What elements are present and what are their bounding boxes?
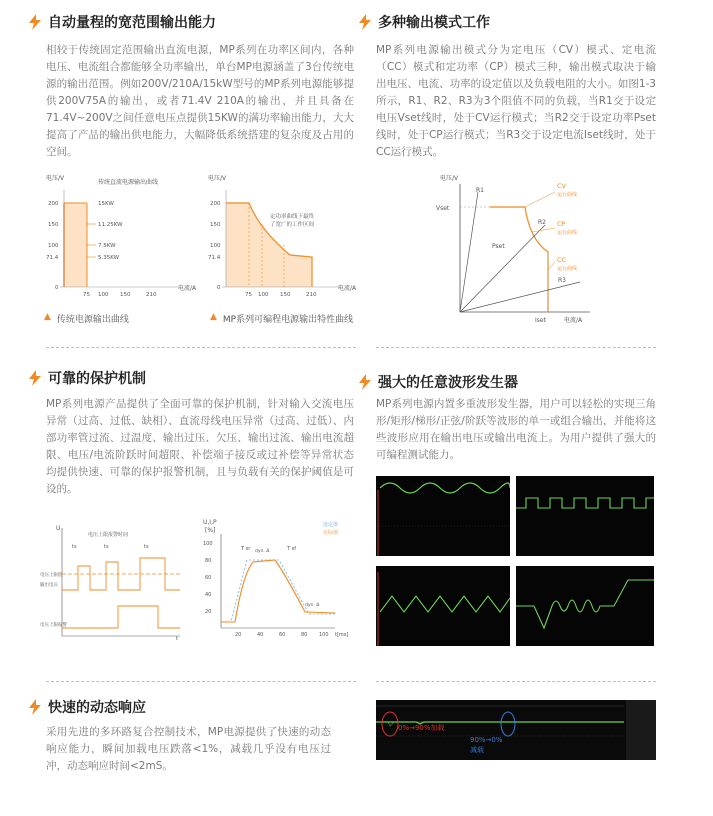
svg-text:R3: R3 xyxy=(558,277,566,284)
svg-text:运行曲线: 运行曲线 xyxy=(557,230,578,236)
svg-text:80: 80 xyxy=(205,558,212,564)
mp-output-chart xyxy=(200,170,360,330)
svg-text:11.25KW: 11.25KW xyxy=(98,222,123,228)
section-title-dynamic-response: 快速的动态响应 xyxy=(28,697,146,717)
svg-text:15KW: 15KW xyxy=(98,201,114,207)
protection-timing-chart xyxy=(40,518,190,643)
svg-text:R2: R2 xyxy=(538,219,546,226)
svg-text:减载: 减载 xyxy=(470,746,484,754)
divider xyxy=(46,347,356,348)
svg-text:60: 60 xyxy=(205,575,212,581)
svg-text:150: 150 xyxy=(48,222,59,228)
svg-text:0%→90%加载: 0%→90%加载 xyxy=(398,724,445,732)
svg-text:T sr: T sr xyxy=(241,546,251,552)
svg-text:90%→0%: 90%→0% xyxy=(470,736,503,744)
triangle-icon: ▲ xyxy=(210,312,217,322)
svg-text:80: 80 xyxy=(301,632,308,638)
svg-text:Pset: Pset xyxy=(492,243,505,250)
svg-text:210: 210 xyxy=(146,292,157,298)
svg-text:210: 210 xyxy=(306,292,317,298)
section-title-protection: 可靠的保护机制 xyxy=(28,368,146,388)
svg-text:实际值: 实际值 xyxy=(323,530,339,536)
svg-text:电压上限报警: 电压上限报警 xyxy=(40,623,67,628)
svg-text:Iset: Iset xyxy=(535,317,546,324)
svg-text:R1: R1 xyxy=(476,187,484,194)
divider xyxy=(376,347,656,348)
protection-paragraph: MP系列电源产品提供了全面可靠的保护机制，针对输入交流电压异常（过高、过低、缺相）、直流母线电压异常（过高、过低）、内部功率管过流、过温度、输出过压、欠压、输出过流、输出电流超限、电压/电流阶跃时间超限、补偿端子接反或过补偿等异常状态均提供快速、可靠的保护报警机制，且与负载有关的保护阈值是可设的。 xyxy=(46,398,354,495)
svg-text:传统直流电源输出曲线: 传统直流电源输出曲线 xyxy=(98,179,159,186)
wide-range-paragraph: 相较于传统固定范围输出直流电源，MP系列在功率区间内，各种电压、电流组合都能够全功率输出，单台MP电源涵盖了3台传统电源的输出范围。例如200V/210A/15kW型号的MP系列电源能够提供200V75A的输出，或者71.4V 210A的输出，并且具备在71.4V~200V之间任意电压点提供15KW的满功率输出能力，大大提高了产品的输出供电能力，大幅降低系统搭建的复杂度及占用的空间。 xyxy=(46,44,354,158)
lightning-icon xyxy=(28,14,42,30)
svg-text:40: 40 xyxy=(205,592,212,598)
svg-text:输出电压: 输出电压 xyxy=(40,583,58,588)
svg-text:t[ms]: t[ms] xyxy=(335,632,349,638)
svg-text:Vset: Vset xyxy=(436,205,450,212)
svg-text:电压/V: 电压/V xyxy=(440,175,459,182)
svg-text:设定值: 设定值 xyxy=(323,522,339,528)
triangle-waveform-screen xyxy=(376,566,510,646)
svg-text:[%]: [%] xyxy=(205,527,216,534)
svg-text:150: 150 xyxy=(120,292,131,298)
svg-text:5.35KW: 5.35KW xyxy=(98,255,120,261)
triangle-icon: ▲ xyxy=(44,312,51,322)
output-modes-paragraph: MP系列电源输出模式分为定电压（CV）模式、定电流（CC）模式和定功率（CP）模式三种，输出模式取决于输出电压、电流、功率的设定值以及负载电阻的大小。如图1-3所示，R1、R2、R3为3个阻值不同的负载，当R1交于设定电压Vset线时，处于CV运行模式；当R2交于设定功率Pset线时，处于CP运行模式；当R3交于设定电流Iset线时，处于CC运行模式。 xyxy=(376,44,656,158)
traditional-chart-caption: ▲ 传统电源输出曲线 xyxy=(44,312,129,325)
section-title-output-modes: 多种输出模式工作 xyxy=(358,12,490,32)
svg-text:200: 200 xyxy=(210,201,221,207)
svg-text:100: 100 xyxy=(98,292,109,298)
combined-waveform-screen xyxy=(516,566,654,646)
square-waveform-screen xyxy=(516,476,654,556)
svg-text:100: 100 xyxy=(319,632,329,638)
lightning-icon xyxy=(28,699,42,715)
waveform-paragraph: MP系列电源内置多重波形发生器，用户可以轻松的实现三角形/矩形/梯形/正弦/阶跃等波形的单一或组合输出，并能将这些波形应用在输出电压或输出电流上。为用户提供了强大的可编程测试能力。 xyxy=(376,398,656,461)
svg-text:CC: CC xyxy=(557,256,567,264)
svg-text:电压上限报警时间: 电压上限报警时间 xyxy=(88,532,129,538)
svg-text:定功率曲线下最终: 定功率曲线下最终 xyxy=(270,214,315,220)
svg-text:60: 60 xyxy=(279,632,286,638)
svg-text:75: 75 xyxy=(245,292,252,298)
section-title-waveform: 强大的任意波形发生器 xyxy=(358,372,518,392)
divider xyxy=(376,681,656,682)
svg-text:100: 100 xyxy=(210,243,221,249)
svg-text:运行曲线: 运行曲线 xyxy=(557,266,578,272)
lightning-icon xyxy=(358,374,372,390)
svg-text:T sf: T sf xyxy=(287,546,297,552)
svg-text:电压上限值: 电压上限值 xyxy=(40,573,63,578)
svg-text:电压/V: 电压/V xyxy=(208,175,227,182)
svg-text:0: 0 xyxy=(217,285,221,291)
svg-text:ts: ts xyxy=(72,544,77,550)
svg-text:电流/A: 电流/A xyxy=(564,317,583,324)
svg-text:150: 150 xyxy=(210,222,221,228)
svg-text:20: 20 xyxy=(235,632,242,638)
mp-chart-caption: ▲ MP系列可编程电源输出特性曲线 xyxy=(210,312,354,325)
lightning-icon xyxy=(358,14,372,30)
output-mode-chart xyxy=(430,170,610,330)
svg-text:150: 150 xyxy=(280,292,291,298)
svg-text:dyn. Δ: dyn. Δ xyxy=(255,549,270,554)
dynamic-response-scope xyxy=(376,700,656,760)
svg-text:电压/V: 电压/V xyxy=(46,175,65,182)
svg-text:20: 20 xyxy=(205,609,212,615)
svg-text:电流/A: 电流/A xyxy=(338,285,357,292)
dynamic-response-paragraph: 采用先进的多环路复合控制技术，MP电源提供了快速的动态响应能力，瞬间加载电压跌落<1%，减载几乎没有电压过冲，动态响应时间<2mS。 xyxy=(46,726,331,772)
svg-text:电流/A: 电流/A xyxy=(178,285,197,292)
svg-text:ts: ts xyxy=(144,544,149,550)
svg-text:0: 0 xyxy=(55,285,59,291)
svg-text:U: U xyxy=(56,525,61,532)
svg-text:CP: CP xyxy=(557,220,566,228)
svg-text:t: t xyxy=(176,636,178,642)
traditional-output-chart xyxy=(38,170,198,330)
lightning-icon xyxy=(28,370,42,386)
divider xyxy=(46,681,356,682)
svg-text:100: 100 xyxy=(48,243,59,249)
svg-text:100: 100 xyxy=(203,541,213,547)
svg-text:运行曲线: 运行曲线 xyxy=(557,192,578,198)
svg-text:ts: ts xyxy=(104,544,109,550)
svg-text:CV: CV xyxy=(557,182,566,190)
svg-text:71.4: 71.4 xyxy=(46,255,59,261)
section-title-wide-range: 自动量程的宽范围输出能力 xyxy=(28,12,216,32)
sine-waveform-screen xyxy=(376,476,510,556)
svg-text:75: 75 xyxy=(83,292,90,298)
svg-text:71.4: 71.4 xyxy=(208,255,221,261)
protection-response-chart xyxy=(195,514,355,646)
svg-text:7.5KW: 7.5KW xyxy=(98,243,116,249)
svg-text:200: 200 xyxy=(48,201,59,207)
svg-text:40: 40 xyxy=(257,632,264,638)
svg-text:100: 100 xyxy=(258,292,269,298)
svg-text:了宽广的工作区间: 了宽广的工作区间 xyxy=(270,222,315,228)
svg-text:dyn. Δ: dyn. Δ xyxy=(305,603,320,608)
svg-text:U,I,P: U,I,P xyxy=(203,519,217,526)
